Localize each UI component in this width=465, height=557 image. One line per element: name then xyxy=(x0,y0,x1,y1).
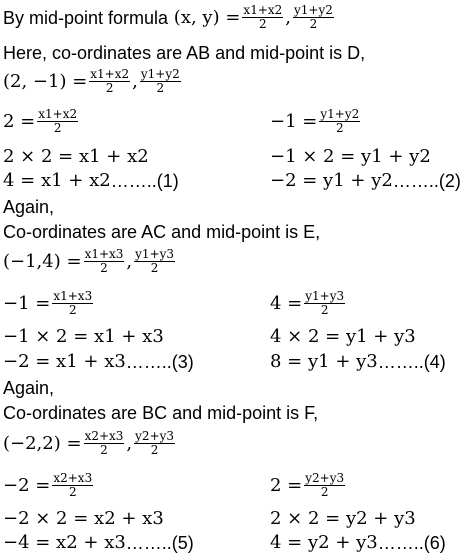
equation-tag: ……..(3) xyxy=(125,352,194,372)
formula-intro-text: By mid-point formula xyxy=(3,7,169,28)
equation-left xyxy=(3,351,194,373)
equation-text: 8 = y1 + y3 xyxy=(270,351,378,372)
formula-line: By mid-point formula (x, y) = $\frac{x1+x2}{2}$ , $\frac{y1+y2}{2}$ xyxy=(3,3,333,31)
equation-left xyxy=(3,290,95,317)
equation-left xyxy=(3,532,194,554)
fraction-denominator: 2 xyxy=(335,121,344,135)
equation-lhs: −2 = xyxy=(3,474,51,496)
fraction-numerator: y1+y2 xyxy=(140,67,180,81)
equation-right xyxy=(270,108,362,135)
equation-tag: ……..(1) xyxy=(110,171,179,191)
equation-text: −2 = y1 + y2 xyxy=(270,170,393,191)
equation-left xyxy=(3,170,179,192)
fraction-denominator: 2 xyxy=(105,81,114,95)
equation-lhs: 2 = xyxy=(3,110,36,132)
fraction-numerator: y2+y3 xyxy=(135,429,175,443)
fraction-denominator: 2 xyxy=(53,121,62,135)
equation-left xyxy=(3,108,80,135)
again-label: Again, xyxy=(3,197,55,217)
equation-right xyxy=(270,290,347,317)
fraction xyxy=(89,68,130,95)
fraction xyxy=(84,248,125,275)
equation-tag: ……..(5) xyxy=(125,533,194,553)
fraction-denominator: 2 xyxy=(309,17,318,31)
section-heading: Co-ordinates are BC and mid-point is F, xyxy=(3,403,319,423)
fraction xyxy=(37,108,78,135)
fraction-denominator: 2 xyxy=(100,443,108,457)
midpoint-point: (−2,2) = xyxy=(3,432,82,454)
fraction xyxy=(134,248,175,275)
section-heading: Here, co-ordinates are AB and mid-point is D, xyxy=(3,43,366,63)
midpoint-point: (−1,4) = xyxy=(3,250,82,272)
equation-left: −2 × 2 = x2 + x3 xyxy=(3,508,164,529)
midpoint-equation: (−2,2) = $\frac{x2+x3}{2}$ , $\frac{y2+y3}{2}$ xyxy=(3,429,175,457)
fraction xyxy=(134,430,175,457)
equation-lhs: 4 = xyxy=(270,292,303,314)
fraction xyxy=(52,472,93,499)
fraction xyxy=(319,108,360,135)
equation-right xyxy=(270,351,446,373)
equation-text: −2 = x1 + x3 xyxy=(3,351,126,372)
fraction xyxy=(293,4,334,31)
fraction xyxy=(140,68,181,95)
midpoint-equation: (2, −1) = $\frac{x1+x2}{2}$ , $\frac{y1+y2}{2}$ xyxy=(3,67,180,95)
fraction-denominator: 2 xyxy=(156,81,165,95)
equation-right: 4 × 2 = y1 + y3 xyxy=(270,326,416,347)
section-heading: Co-ordinates are AC and mid-point is E, xyxy=(3,222,321,242)
equation-left xyxy=(3,472,95,499)
fraction-numerator: x1+x2 xyxy=(38,107,78,121)
equation-left: −1 × 2 = x1 + x3 xyxy=(3,326,164,347)
fraction-numerator: y1+y3 xyxy=(135,247,175,261)
fraction xyxy=(52,290,93,317)
fraction-denominator: 2 xyxy=(150,261,159,275)
fraction-numerator: x1+x2 xyxy=(243,3,283,17)
fraction xyxy=(84,430,125,457)
equation-right xyxy=(270,170,461,192)
equation-text: 4 = x1 + x2 xyxy=(3,170,111,191)
equation-lhs: −1 = xyxy=(270,110,318,132)
midpoint-equation: (−1,4) = $\frac{x1+x3}{2}$ , $\frac{y1+y3}{2}$ xyxy=(3,247,175,275)
equation-lhs: 2 = xyxy=(270,474,303,496)
fraction-denominator: 2 xyxy=(320,485,329,499)
fraction-denominator: 2 xyxy=(68,485,77,499)
fraction-denominator: 2 xyxy=(68,303,77,317)
again-label: Again, xyxy=(3,378,55,398)
equation-text: 4 = y2 + y3 xyxy=(270,532,378,553)
fraction-numerator: y1+y2 xyxy=(294,3,333,17)
equation-text: −4 = x2 + x3 xyxy=(3,532,126,553)
fraction-numerator: x1+x3 xyxy=(53,289,93,303)
fraction-denominator: 2 xyxy=(100,261,108,275)
fraction-numerator: x1+x3 xyxy=(84,247,124,261)
equation-right: 2 × 2 = y2 + y3 xyxy=(270,508,416,529)
fraction-numerator: y1+y2 xyxy=(320,107,360,121)
equation-right: −1 × 2 = y1 + y2 xyxy=(270,146,431,167)
fraction xyxy=(304,472,345,499)
fraction-numerator: x2+x3 xyxy=(84,429,124,443)
equation-right xyxy=(270,472,347,499)
equation-right xyxy=(270,532,446,554)
formula-point: (x, y) = xyxy=(173,6,241,28)
fraction-denominator: 2 xyxy=(259,17,267,31)
fraction-numerator: y1+y3 xyxy=(305,289,345,303)
fraction-numerator: x1+x2 xyxy=(90,67,130,81)
fraction-denominator: 2 xyxy=(320,303,329,317)
midpoint-point: (2, −1) = xyxy=(3,70,88,92)
equation-left: 2 × 2 = x1 + x2 xyxy=(3,146,149,167)
fraction-denominator: 2 xyxy=(150,443,159,457)
fraction xyxy=(304,290,345,317)
fraction-numerator: y2+y3 xyxy=(305,471,345,485)
equation-tag: ……..(4) xyxy=(377,352,446,372)
equation-tag: ……..(6) xyxy=(377,533,446,553)
fraction xyxy=(242,4,283,31)
equation-tag: ……..(2) xyxy=(392,171,461,191)
equation-lhs: −1 = xyxy=(3,292,51,314)
fraction-numerator: x2+x3 xyxy=(53,471,93,485)
